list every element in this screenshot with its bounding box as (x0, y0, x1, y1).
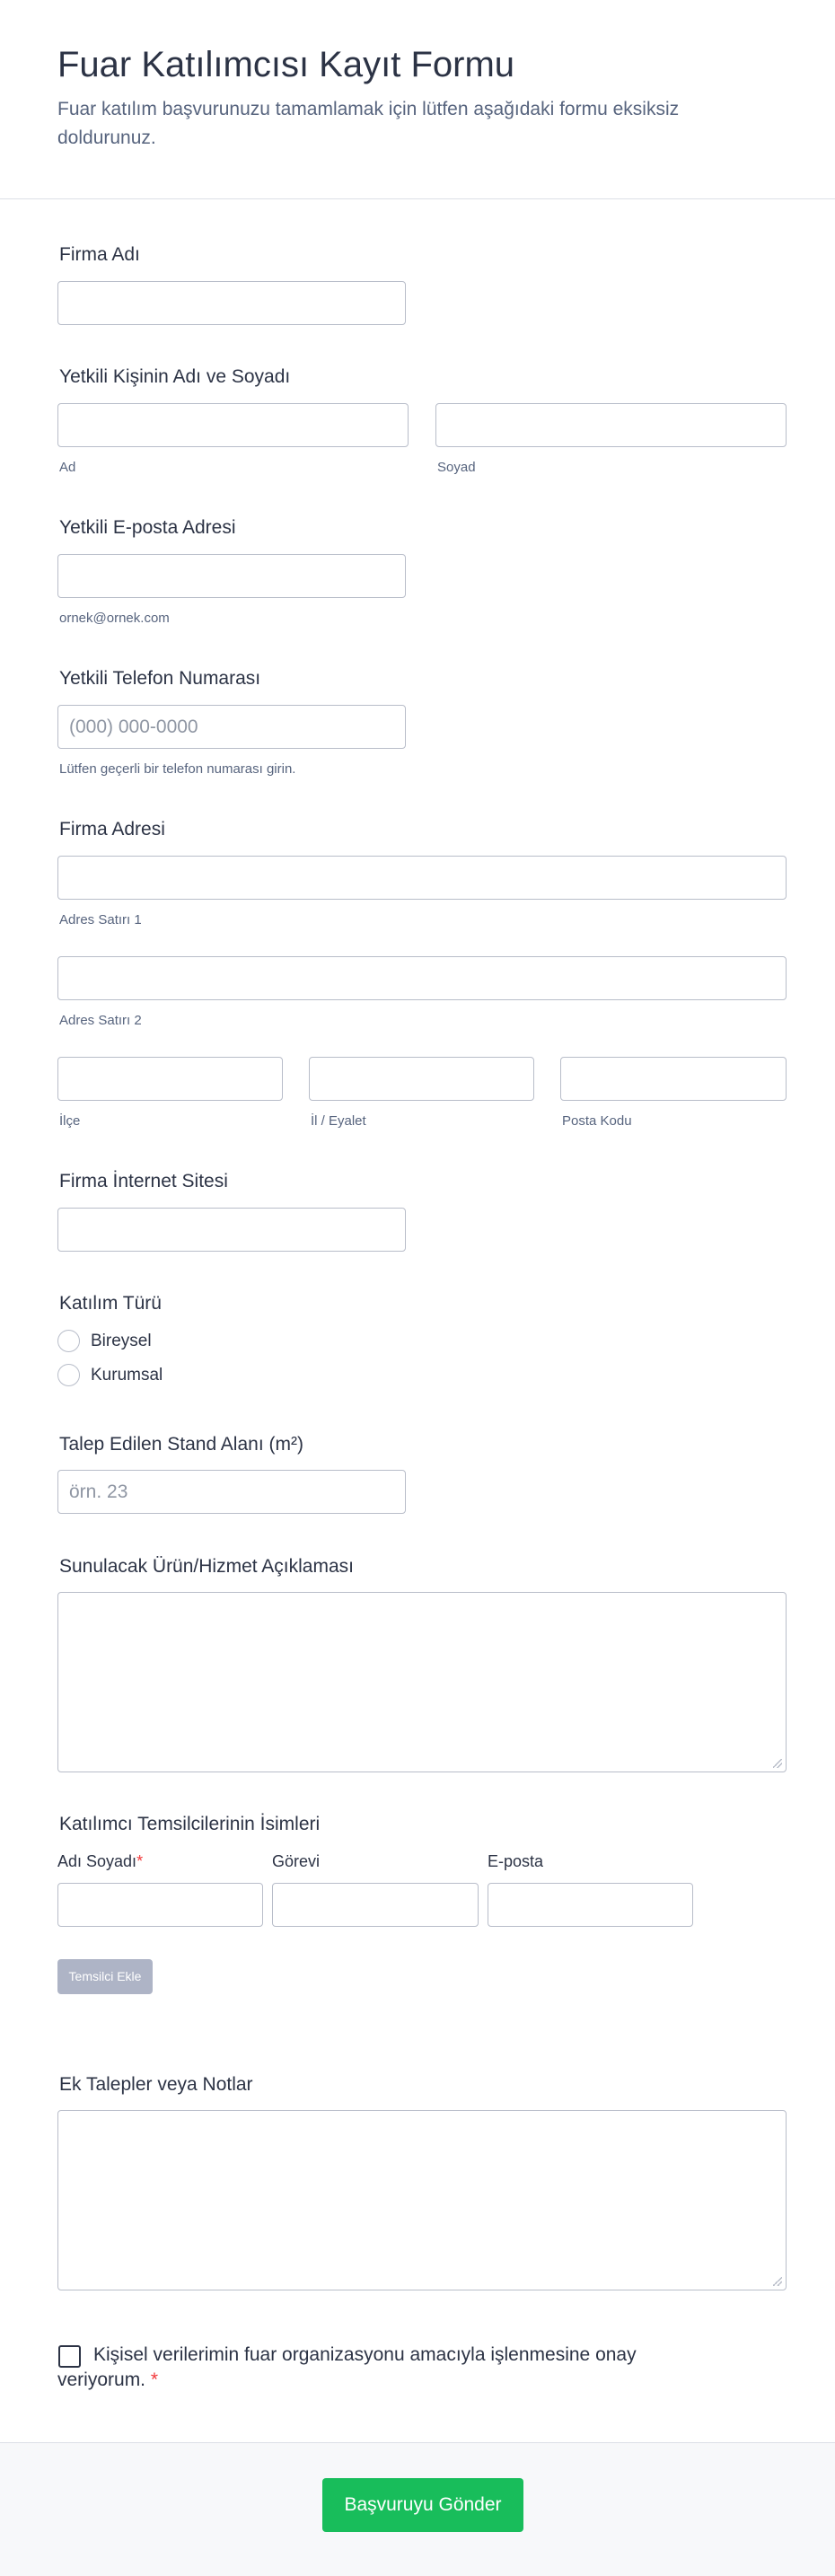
province-sublabel: İl / Eyalet (311, 1113, 366, 1129)
address-line2-sublabel: Adres Satırı 2 (59, 1013, 142, 1028)
consent-required-mark: * (150, 2369, 159, 2390)
rep-column-role: Görevi (272, 1852, 321, 1870)
province-input[interactable] (309, 1057, 534, 1101)
address-line1-input[interactable] (57, 856, 787, 900)
company-name-input[interactable] (57, 281, 406, 325)
radio-individual[interactable] (57, 1330, 80, 1352)
submit-button[interactable]: Başvuruyu Gönder (322, 2478, 523, 2532)
representatives-label: Katılımcı Temsilcilerinin İsimleri (59, 1814, 321, 1834)
phone-sublabel: Lütfen geçerli bir telefon numarası girin. (59, 761, 296, 777)
description-textarea[interactable] (57, 1592, 787, 1772)
address-line1-sublabel: Adres Satırı 1 (59, 912, 142, 928)
participation-label: Katılım Türü (59, 1293, 162, 1314)
postal-code-input[interactable] (560, 1057, 787, 1101)
company-name-label: Firma Adı (59, 244, 140, 265)
notes-label: Ek Talepler veya Notlar (59, 2074, 253, 2095)
address-label: Firma Adresi (59, 819, 165, 840)
radio-individual-label[interactable]: Bireysel (91, 1332, 152, 1350)
last-name-input[interactable] (435, 403, 787, 447)
rep-column-email: E-posta (488, 1852, 544, 1870)
rep-column-name: Adı Soyadı* (57, 1852, 144, 1870)
rep-email-input[interactable] (488, 1883, 693, 1927)
header-divider (0, 198, 835, 199)
postal-code-sublabel: Posta Kodu (562, 1113, 632, 1129)
first-name-sublabel: Ad (59, 460, 76, 475)
first-name-input[interactable] (57, 403, 409, 447)
email-label: Yetkili E-posta Adresi (59, 517, 236, 538)
notes-resize-handle[interactable] (773, 2277, 782, 2286)
description-resize-handle[interactable] (773, 1759, 782, 1768)
notes-textarea[interactable] (57, 2110, 787, 2290)
rep-role-input[interactable] (272, 1883, 479, 1927)
consent-text[interactable]: Kişisel verilerimin fuar organizasyonu amacıyla işlenmesine onay veriyorum. * (57, 2344, 637, 2390)
add-representative-button[interactable]: Temsilci Ekle (57, 1959, 153, 1994)
last-name-sublabel: Soyad (437, 460, 476, 475)
district-input[interactable] (57, 1057, 283, 1101)
email-sublabel: ornek@ornek.com (59, 611, 170, 626)
contact-name-label: Yetkili Kişinin Adı ve Soyadı (59, 366, 291, 387)
stand-area-input[interactable] (57, 1470, 406, 1514)
page-title: Fuar Katılımcısı Kayıt Formu (57, 45, 515, 84)
radio-corporate-label[interactable]: Kurumsal (91, 1366, 163, 1385)
page-subtitle: Fuar katılım başvurunuzu tamamlamak için lütfen aşağıdaki formu eksiksiz doldurunuz. (57, 99, 680, 148)
website-input[interactable] (57, 1208, 406, 1252)
stand-area-label: Talep Edilen Stand Alanı (m²) (59, 1434, 303, 1455)
radio-corporate[interactable] (57, 1364, 80, 1386)
rep-name-input[interactable] (57, 1883, 263, 1927)
website-label: Firma İnternet Sitesi (59, 1171, 228, 1191)
phone-input[interactable] (57, 705, 406, 749)
required-mark: * (136, 1852, 144, 1870)
email-input[interactable] (57, 554, 406, 598)
district-sublabel: İlçe (59, 1113, 81, 1129)
phone-label: Yetkili Telefon Numarası (59, 668, 261, 689)
address-line2-input[interactable] (57, 956, 787, 1000)
description-label: Sunulacak Ürün/Hizmet Açıklaması (59, 1556, 354, 1577)
